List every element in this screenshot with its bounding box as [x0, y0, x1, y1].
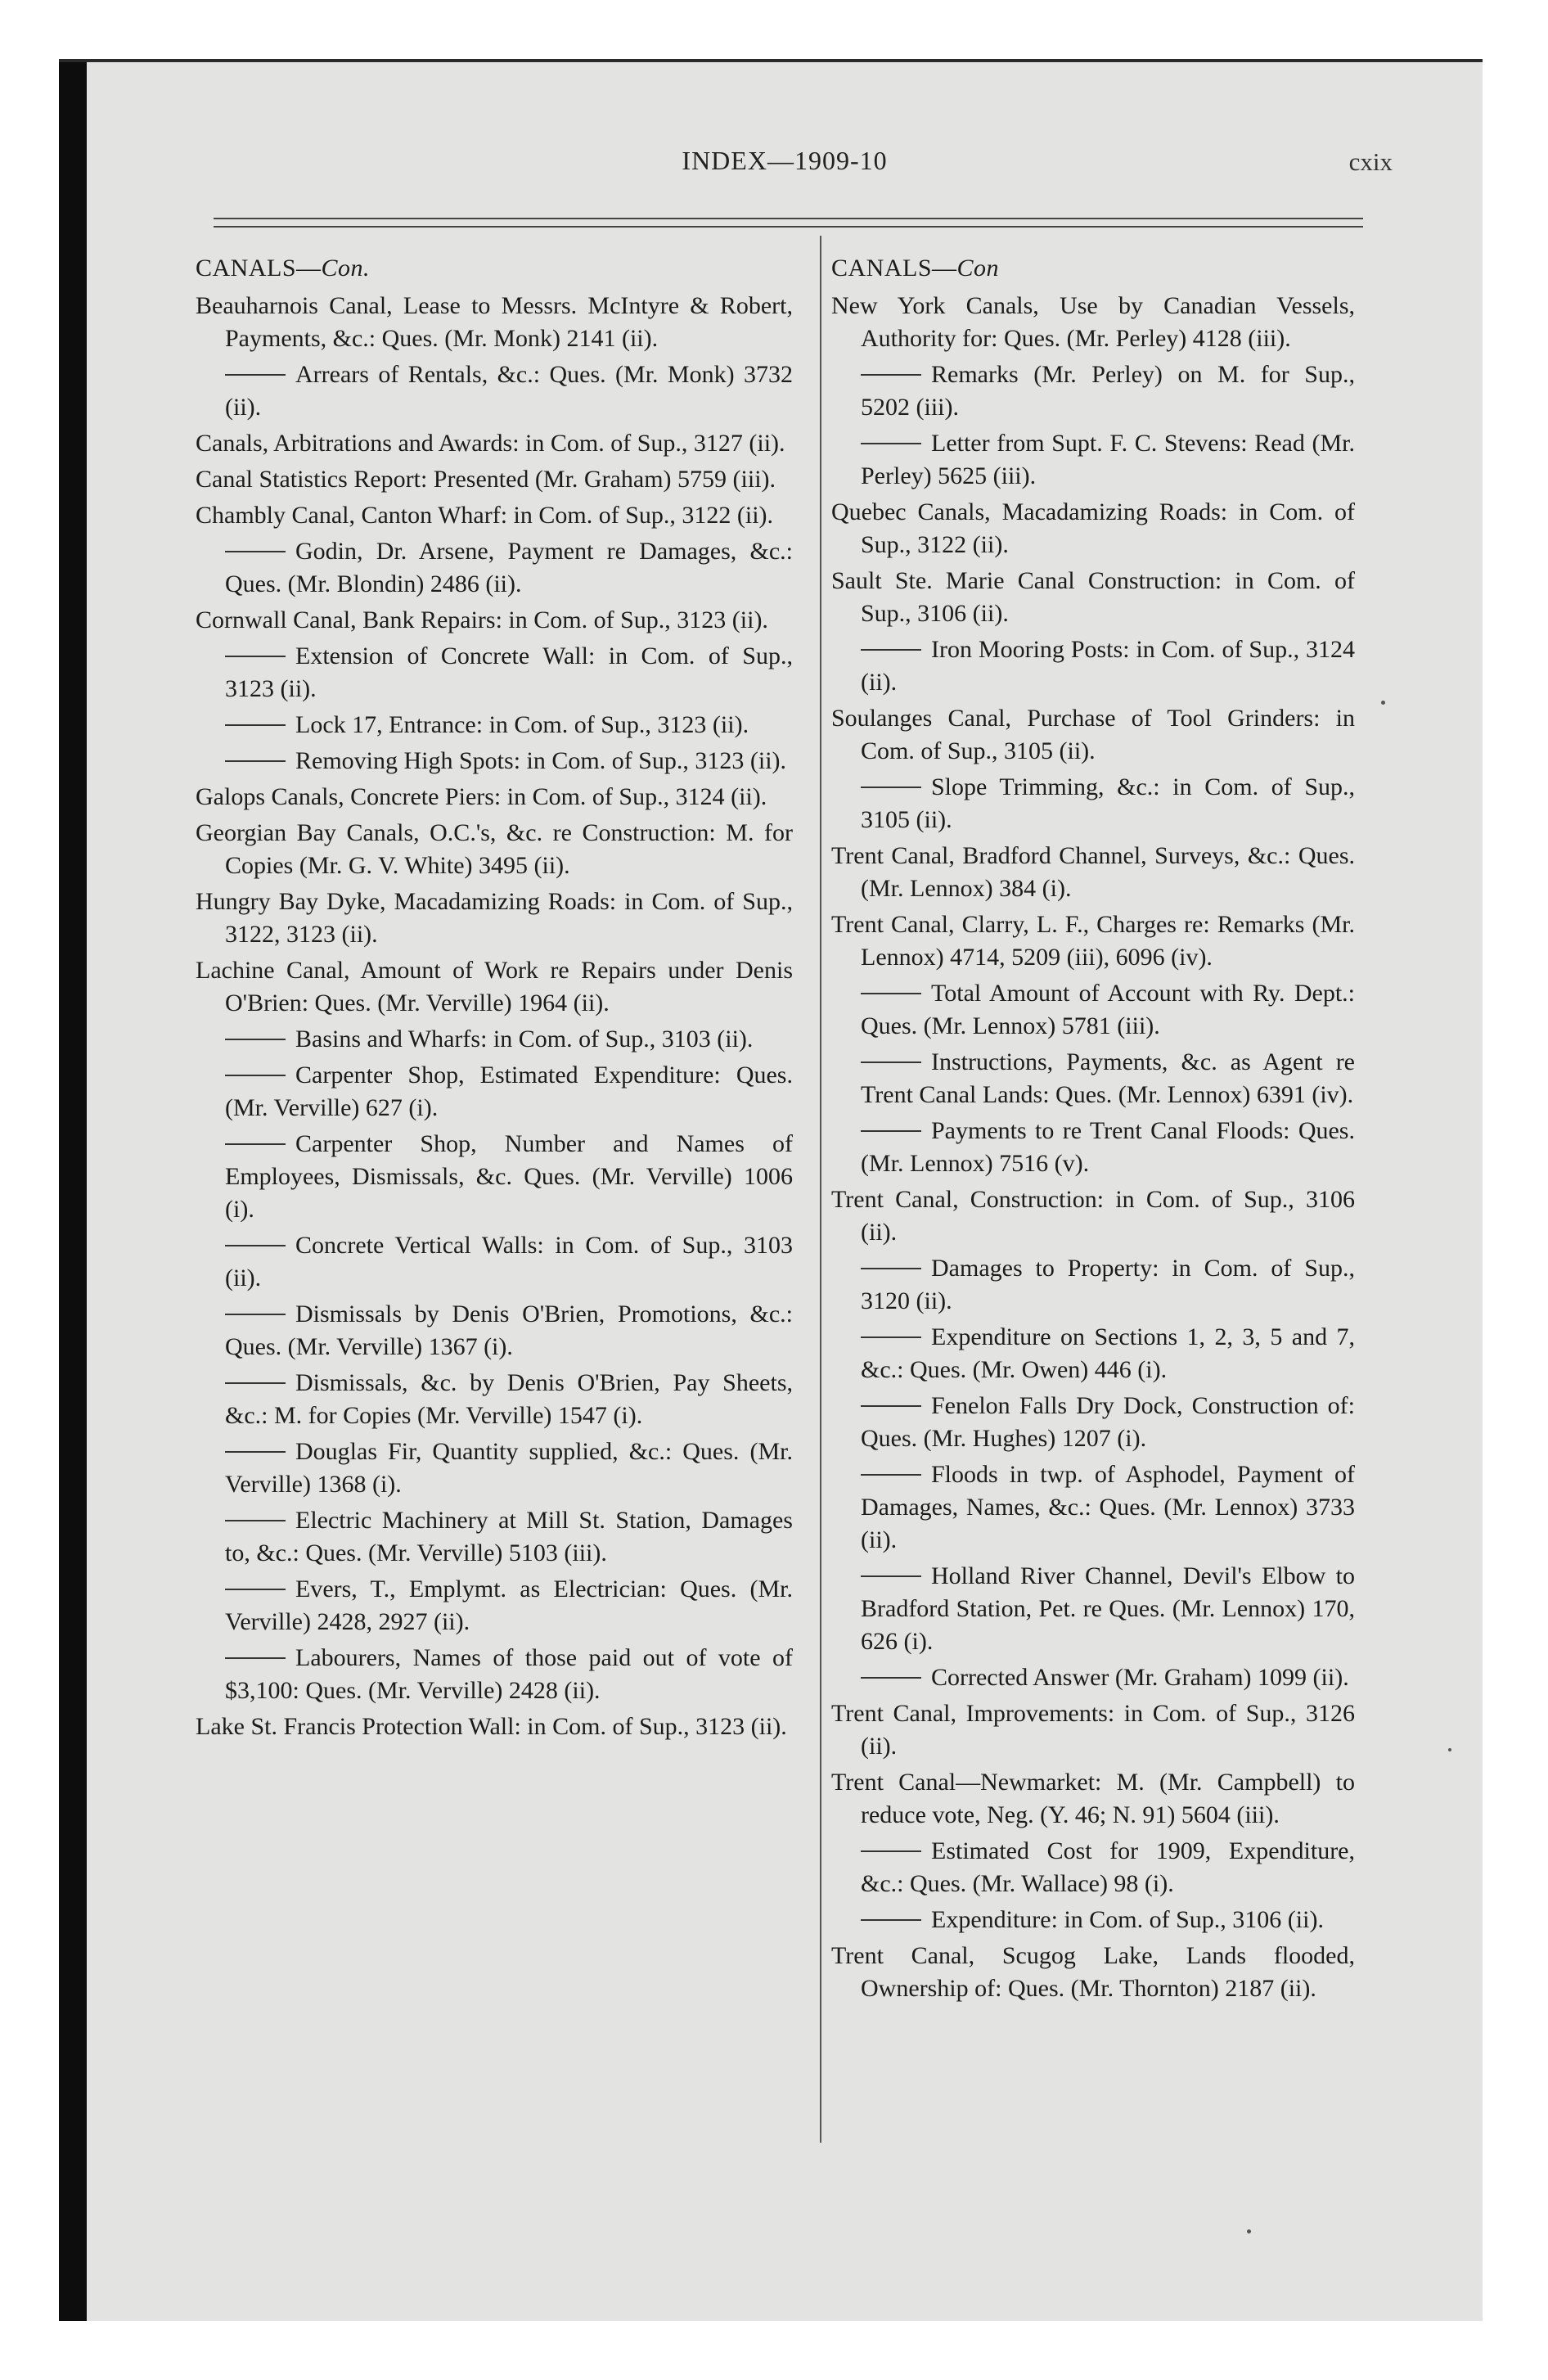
ditto-dash — [861, 1575, 921, 1577]
page-title: INDEX—1909-10 — [682, 146, 888, 175]
index-subentry — [831, 1835, 1355, 1900]
ditto-dash — [225, 724, 286, 726]
entry-text: Letter from Supt. F. C. Stevens: Read (Mr. Perley) 5625 (iii). — [861, 430, 1355, 489]
ditto-dash — [225, 1451, 286, 1453]
entry-text: Extension of Concrete Wall: in Com. of Sup., 3123 (ii). — [225, 642, 793, 702]
ditto-dash — [225, 1075, 286, 1076]
entry-text: Trent Canal, Scugog Lake, Lands flooded, Ownership of: Ques. (Mr. Thornton) 2187 (ii). — [831, 1942, 1355, 2002]
index-subentry — [831, 1560, 1355, 1658]
entry-text: Lachine Canal, Amount of Work re Repairs under Denis O'Brien: Ques. (Mr. Verville) 1964 (ii). — [196, 957, 793, 1016]
index-subentry — [831, 771, 1355, 836]
index-subentry — [196, 1128, 793, 1226]
scan-speck — [1247, 2229, 1251, 2234]
entry-text: Slope Trimming, &c.: in Com. of Sup., 3105 (ii). — [861, 773, 1355, 833]
ditto-dash — [861, 649, 921, 651]
column-divider — [820, 236, 821, 2143]
index-subentry — [196, 1436, 793, 1501]
entry-text: Hungry Bay Dyke, Macadamizing Roads: in Com. of Sup., 3122, 3123 (ii). — [196, 888, 793, 948]
page-number: cxix — [1348, 147, 1393, 176]
entry-text: Expenditure: in Com. of Sup., 3106 (ii). — [931, 1906, 1324, 1933]
index-subentry — [831, 1458, 1355, 1557]
index-subentry — [196, 1298, 793, 1364]
entry-text: Total Amount of Account with Ry. Dept.: Ques. (Mr. Lennox) 5781 (iii). — [861, 980, 1355, 1039]
entry-text: Concrete Vertical Walls: in Com. of Sup., 3103 (ii). — [225, 1232, 793, 1291]
entry-text: Trent Canal, Bradford Channel, Surveys, &c.: Ques. (Mr. Lennox) 384 (i). — [831, 842, 1355, 902]
entry-text: Carpenter Shop, Number and Names of Employees, Dismissals, &c. Ques. (Mr. Verville) 1006 (i). — [225, 1130, 793, 1223]
entry-text: Lock 17, Entrance: in Com. of Sup., 3123 (ii). — [295, 711, 749, 738]
ditto-dash — [225, 1520, 286, 1521]
entry-text: New York Canals, Use by Canadian Vessels, Authority for: Ques. (Mr. Perley) 4128 (iii). — [831, 292, 1355, 352]
index-entry — [196, 954, 793, 1020]
entry-text: Remarks (Mr. Perley) on M. for Sup., 5202 (iii). — [861, 361, 1355, 421]
ditto-dash — [225, 1039, 286, 1040]
entry-text: Sault Ste. Marie Canal Construction: in Com. of Sup., 3106 (ii). — [831, 567, 1355, 627]
scan-speck — [1448, 1748, 1451, 1751]
entry-text: Instructions, Payments, &c. as Agent re Trent Canal Lands: Ques. (Mr. Lennox) 6391 (iv). — [861, 1048, 1355, 1108]
right-entries — [831, 290, 1355, 2005]
entry-text: Canal Statistics Report: Presented (Mr. Graham) 5759 (iii). — [196, 466, 776, 493]
entry-text: Damages to Property: in Com. of Sup., 3120 (ii). — [861, 1255, 1355, 1314]
index-entry — [196, 604, 793, 637]
index-entry — [196, 427, 793, 460]
index-entry — [831, 496, 1355, 561]
entry-text: Iron Mooring Posts: in Com. of Sup., 3124 (ii). — [861, 636, 1355, 696]
scan-speck — [1381, 701, 1385, 705]
index-subentry — [831, 977, 1355, 1043]
index-subentry — [831, 1252, 1355, 1318]
entry-text: Quebec Canals, Macadamizing Roads: in Com. of Sup., 3122 (ii). — [831, 498, 1355, 558]
ditto-dash — [225, 1314, 286, 1315]
entry-text: Trent Canal—Newmarket: M. (Mr. Campbell) to reduce vote, Neg. (Y. 46; N. 91) 5604 (iii). — [831, 1769, 1355, 1828]
index-page — [87, 62, 1483, 2321]
ditto-dash — [225, 1245, 286, 1246]
entry-text: Electric Machinery at Mill St. Station, Damages to, &c.: Ques. (Mr. Verville) 5103 (iii). — [225, 1507, 793, 1566]
ditto-dash — [225, 1589, 286, 1590]
ditto-dash — [225, 760, 286, 762]
right-heading-text: CANALS— — [831, 255, 957, 282]
ditto-dash — [861, 787, 921, 788]
index-entry — [831, 1940, 1355, 2005]
entry-text: Arrears of Rentals, &c.: Ques. (Mr. Monk) 3732 (ii). — [225, 361, 793, 421]
entry-text: Chambly Canal, Canton Wharf: in Com. of Sup., 3122 (ii). — [196, 502, 774, 529]
ditto-dash — [861, 1062, 921, 1063]
ditto-dash — [861, 1474, 921, 1476]
entry-text: Dismissals by Denis O'Brien, Promotions, &c.: Ques. (Mr. Verville) 1367 (i). — [225, 1300, 793, 1360]
index-entry — [831, 1697, 1355, 1763]
index-entry — [831, 1183, 1355, 1249]
index-subentry — [196, 358, 793, 424]
ditto-dash — [225, 551, 286, 552]
left-entries — [196, 290, 793, 1743]
ditto-dash — [225, 656, 286, 657]
entry-text: Floods in twp. of Asphodel, Payment of Damages, Names, &c.: Ques. (Mr. Lennox) 3733 (ii). — [861, 1461, 1355, 1553]
ditto-dash — [225, 1657, 286, 1659]
entry-text: Cornwall Canal, Bank Repairs: in Com. of Sup., 3123 (ii). — [196, 606, 768, 633]
left-column — [196, 252, 793, 1747]
entry-text: Payments to re Trent Canal Floods: Ques. (Mr. Lennox) 7516 (v). — [861, 1117, 1355, 1177]
index-subentry — [196, 1229, 793, 1295]
right-column — [831, 252, 1355, 2008]
index-subentry — [196, 640, 793, 705]
entry-text: Beauharnois Canal, Lease to Messrs. McIntyre & Robert, Payments, &c.: Ques. (Mr. Monk) 2141 (ii). — [196, 292, 793, 352]
index-subentry — [196, 1573, 793, 1639]
entry-text: Basins and Wharfs: in Com. of Sup., 3103 (ii). — [295, 1025, 754, 1053]
right-column-heading — [831, 252, 1355, 285]
index-entry — [196, 1711, 793, 1743]
entry-text: Lake St. Francis Protection Wall: in Com. of Sup., 3123 (ii). — [196, 1713, 787, 1740]
entry-text: Trent Canal, Improvements: in Com. of Sup., 3126 (ii). — [831, 1700, 1355, 1760]
entry-text: Removing High Spots: in Com. of Sup., 3123 (ii). — [295, 747, 787, 774]
entry-text: Douglas Fir, Quantity supplied, &c.: Ques. (Mr. Verville) 1368 (i). — [225, 1438, 793, 1498]
ditto-dash — [861, 374, 921, 376]
header-rule-lower — [214, 226, 1363, 228]
ditto-dash — [861, 1677, 921, 1679]
index-subentry — [831, 633, 1355, 699]
index-subentry — [831, 1115, 1355, 1180]
index-subentry — [196, 1023, 793, 1056]
ditto-dash — [225, 1143, 286, 1145]
index-entry — [196, 781, 793, 814]
ditto-dash — [861, 993, 921, 994]
ditto-dash — [861, 1268, 921, 1269]
index-subentry — [196, 535, 793, 601]
entry-text: Georgian Bay Canals, O.C.'s, &c. re Construction: M. for Copies (Mr. G. V. White) 3495 (ii). — [196, 819, 793, 879]
index-subentry — [831, 1321, 1355, 1386]
index-subentry — [831, 1046, 1355, 1111]
right-heading-suffix: Con — [956, 255, 1000, 282]
entry-text: Estimated Cost for 1909, Expenditure, &c.: Ques. (Mr. Wallace) 98 (i). — [861, 1837, 1355, 1897]
entry-text: Evers, T., Emplymt. as Electrician: Ques. (Mr. Verville) 2428, 2927 (ii). — [225, 1575, 793, 1635]
index-entry — [196, 290, 793, 355]
index-entry — [831, 290, 1355, 355]
index-entry — [196, 817, 793, 882]
entry-text: Fenelon Falls Dry Dock, Construction of: Ques. (Mr. Hughes) 1207 (i). — [861, 1392, 1355, 1452]
entry-text: Carpenter Shop, Estimated Expenditure: Ques. (Mr. Verville) 627 (i). — [225, 1062, 793, 1121]
index-subentry — [196, 1059, 793, 1125]
ditto-dash — [861, 1850, 921, 1852]
index-subentry — [196, 709, 793, 741]
index-subentry — [831, 1904, 1355, 1936]
ditto-dash — [861, 443, 921, 444]
index-entry — [831, 1766, 1355, 1832]
left-column-heading — [196, 252, 793, 285]
index-subentry — [196, 1367, 793, 1432]
ditto-dash — [225, 374, 286, 376]
entry-text: Soulanges Canal, Purchase of Tool Grinders: in Com. of Sup., 3105 (ii). — [831, 705, 1355, 764]
header-rule-upper — [214, 218, 1363, 219]
index-entry — [831, 702, 1355, 768]
index-entry — [196, 463, 793, 496]
ditto-dash — [861, 1919, 921, 1921]
ditto-dash — [861, 1130, 921, 1132]
index-subentry — [831, 427, 1355, 493]
ditto-dash — [861, 1336, 921, 1338]
entry-text: Godin, Dr. Arsene, Payment re Damages, &c.: Ques. (Mr. Blondin) 2486 (ii). — [225, 538, 793, 597]
index-entry — [196, 886, 793, 951]
ditto-dash — [225, 1382, 286, 1384]
entry-text: Expenditure on Sections 1, 2, 3, 5 and 7, &c.: Ques. (Mr. Owen) 446 (i). — [861, 1323, 1355, 1383]
index-entry — [831, 908, 1355, 974]
entry-text: Corrected Answer (Mr. Graham) 1099 (ii). — [931, 1664, 1349, 1691]
entry-text: Galops Canals, Concrete Piers: in Com. of Sup., 3124 (ii). — [196, 783, 767, 810]
ditto-dash — [861, 1405, 921, 1407]
index-entry — [196, 499, 793, 532]
entry-text: Trent Canal, Clarry, L. F., Charges re: Remarks (Mr. Lennox) 4714, 5209 (iii), 6096 (iv). — [831, 911, 1355, 971]
entry-text: Holland River Channel, Devil's Elbow to Bradford Station, Pet. re Ques. (Mr. Lennox) 170, 626 (i). — [861, 1562, 1355, 1655]
index-subentry — [196, 1504, 793, 1570]
index-entry — [831, 840, 1355, 905]
index-subentry — [196, 745, 793, 778]
entry-text: Labourers, Names of those paid out of vote of $3,100: Ques. (Mr. Verville) 2428 (ii). — [225, 1644, 793, 1704]
entry-text: Trent Canal, Construction: in Com. of Sup., 3106 (ii). — [831, 1186, 1355, 1246]
index-entry — [831, 565, 1355, 630]
index-subentry — [831, 358, 1355, 424]
left-heading-suffix: Con. — [321, 255, 371, 282]
index-subentry — [196, 1642, 793, 1707]
index-subentry — [831, 1390, 1355, 1455]
entry-text: Canals, Arbitrations and Awards: in Com. of Sup., 3127 (ii). — [196, 430, 785, 457]
entry-text: Dismissals, &c. by Denis O'Brien, Pay Sheets, &c.: M. for Copies (Mr. Verville) 1547 (i). — [225, 1369, 793, 1429]
left-heading-text: CANALS— — [196, 255, 322, 282]
index-subentry — [831, 1661, 1355, 1694]
scan-border-left — [59, 59, 87, 2321]
